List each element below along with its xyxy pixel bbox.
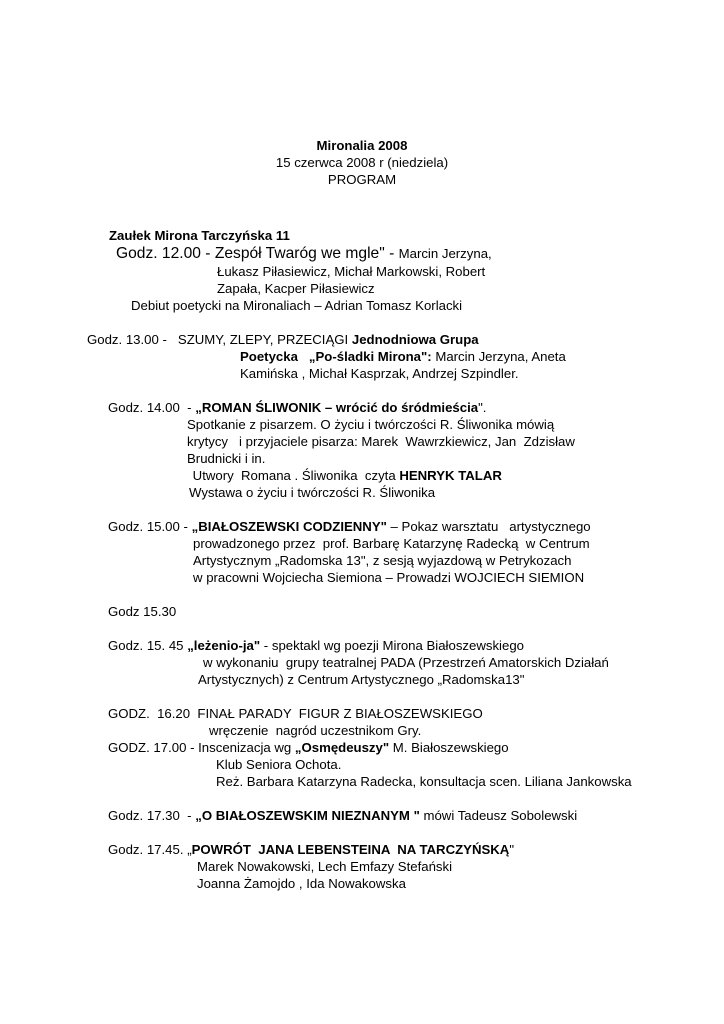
- event-1200-debut: Debiut poetycki na Mironaliach – Adrian Tomasz Korlacki: [131, 298, 463, 313]
- event-1700: GODZ. 17.00 - Inscenizacja wg „Osmędeuszy" M. Białoszewskiego: [108, 740, 509, 755]
- event-1300-members: Kamińska , Michał Kasprzak, Andrzej Szpindler.: [240, 366, 519, 381]
- event-1700-club: Klub Seniora Ochota.: [216, 757, 342, 772]
- event-1500-desc: Artystycznym „Radomska 13", z sesją wyjazdową w Petrykozach: [193, 553, 572, 568]
- event-1745-cast: Joanna Żamojdo , Ida Nowakowska: [197, 876, 406, 891]
- event-1545-desc: Artystycznych) z Centrum Artystycznego „Radomska13": [198, 672, 525, 687]
- event-1200: Godz. 12.00 - Zespół Twaróg we mgle" - Marcin Jerzyna,: [116, 245, 492, 262]
- event-1745-cast: Marek Nowakowski, Lech Emfazy Stefański: [197, 859, 453, 874]
- event-1400-reading: Utwory Romana . Śliwonika czyta HENRYK TALAR: [189, 468, 502, 483]
- event-1300: Godz. 13.00 - SZUMY, ZLEPY, PRZECIĄGI Jednodniowa Grupa: [87, 332, 479, 347]
- page-title: Mironalia 2008: [316, 138, 408, 153]
- event-1500: Godz. 15.00 - „BIAŁOSZEWSKI CODZIENNY" – Pokaz warsztatu artystycznego: [108, 519, 591, 534]
- event-1200-performers: Łukasz Piłasiewicz, Michał Markowski, Robert: [217, 264, 486, 279]
- program-heading: PROGRAM: [327, 172, 397, 187]
- event-1700-direction: Reż. Barbara Katarzyna Radecka, konsultacja scen. Liliana Jankowska: [216, 774, 632, 789]
- event-1200-performers: Zapała, Kacper Piłasiewicz: [217, 281, 375, 296]
- event-1730: Godz. 17.30 - „O BIAŁOSZEWSKIM NIEZNANYM " mówi Tadeusz Sobolewski: [108, 808, 578, 823]
- event-1620-desc: wręczenie nagród uczestnikom Gry.: [209, 723, 422, 738]
- event-1300-group: Poetycka „Po-śladki Mirona": Marcin Jerzyna, Aneta: [240, 349, 566, 364]
- event-1400-desc: krytycy i przyjaciele pisarza: Marek Wawrzkiewicz, Jan Zdzisław: [187, 434, 575, 449]
- location: Zaułek Mirona Tarczyńska 11: [109, 228, 290, 243]
- event-1400-desc: Brudnicki i in.: [187, 451, 266, 466]
- event-1620: GODZ. 16.20 FINAŁ PARADY FIGUR Z BIAŁOSZEWSKIEGO: [108, 706, 483, 721]
- event-1545: Godz. 15. 45 „leżenio-ja" - spektakl wg poezji Mirona Białoszewskiego: [108, 638, 524, 653]
- event-1530: Godz 15.30: [108, 604, 177, 619]
- event-1400-desc: Spotkanie z pisarzem. O życiu i twórczości R. Śliwonika mówią: [187, 417, 555, 432]
- event-1400: Godz. 14.00 - „ROMAN ŚLIWONIK – wrócić do śródmieścia".: [108, 400, 487, 415]
- event-1400-exhibition: Wystawa o życiu i twórczości R. Śliwonika: [189, 485, 436, 500]
- event-1500-desc: w pracowni Wojciecha Siemiona – Prowadzi WOJCIECH SIEMION: [193, 570, 585, 585]
- event-1745: Godz. 17.45. „POWRÓT JANA LEBENSTEINA NA TARCZYŃSKĄ": [108, 842, 515, 857]
- event-1545-desc: w wykonaniu grupy teatralnej PADA (Przestrzeń Amatorskich Działań: [203, 655, 609, 670]
- event-1500-desc: prowadzonego przez prof. Barbarę Katarzynę Radecką w Centrum: [193, 536, 590, 551]
- event-date: 15 czerwca 2008 r (niedziela): [275, 155, 449, 170]
